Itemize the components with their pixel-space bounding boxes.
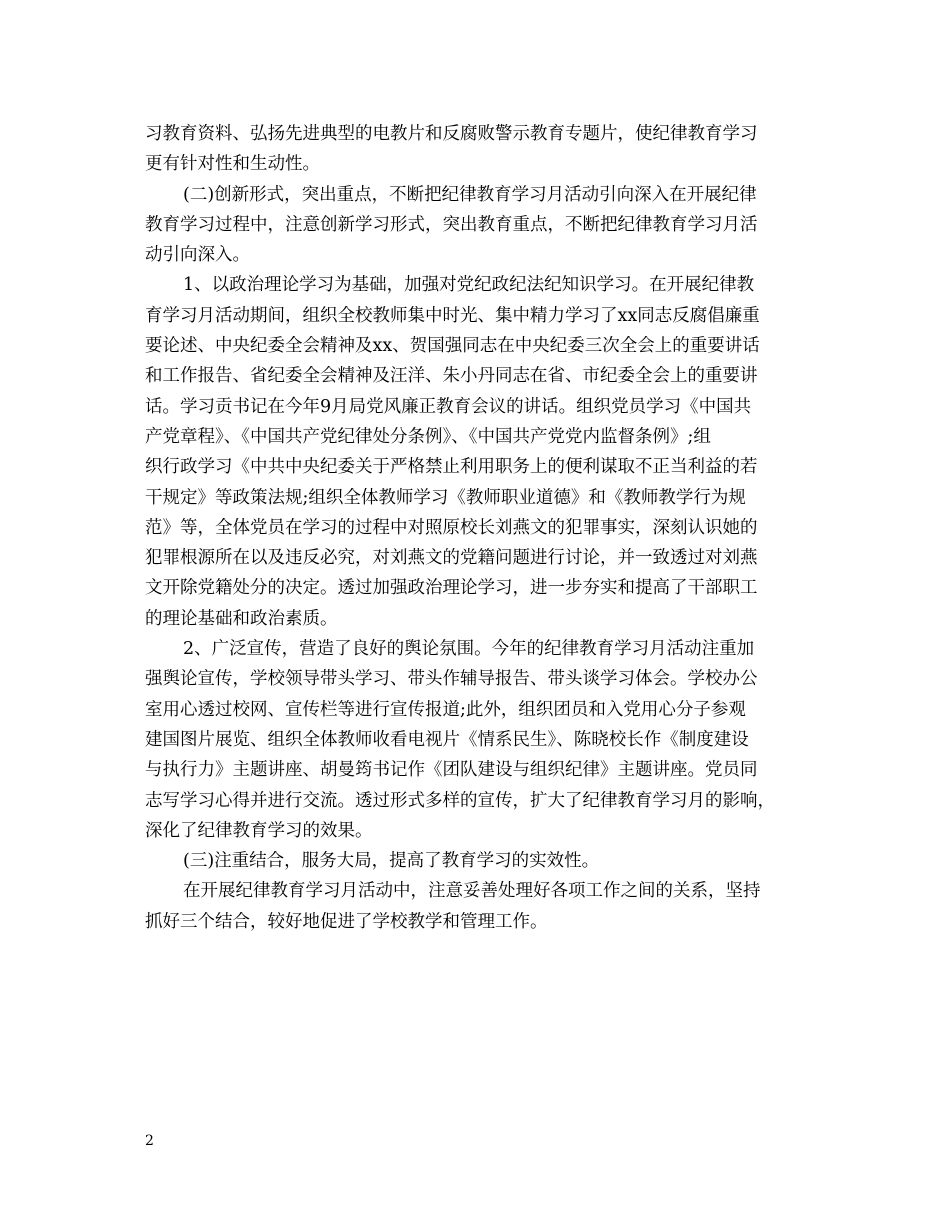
text-line: 织行政学习《中共中央纪委关于严格禁止利用职务上的便利谋取不正当利益的若 [145,457,758,478]
text-line: 干规定》等政策法规;组织全体教师学习《教师职业道德》和《教师教学行为规 [145,487,746,508]
text-line: 建国图片展览、组织全体教师收看电视片《情系民生》、陈晓校长作《制度建设 [145,729,749,750]
text-line: 与执行力》主题讲座、胡曼筠书记作《团队建设与组织纪律》主题讲座。党员同 [145,760,758,781]
text-line: 范》等，全体党员在学习的过程中对照原校长刘燕文的犯罪事实，深刻认识她的 [145,517,758,538]
text-line: 在开展纪律教育学习月活动中，注意妥善处理好各项工作之间的关系，坚持 [183,881,761,902]
text-line: 和工作报告、省纪委全会精神及汪洋、朱小丹同志在省、市纪委全会上的重要讲 [145,366,758,387]
text-line: 的理论基础和政治素质。 [145,608,338,629]
text-line: 习教育资料、弘扬先进典型的电教片和反腐败警示教育专题片，使纪律教育学习 [145,124,758,144]
text-line: 犯罪根源所在以及违反必究，对刘燕文的党籍问题进行讨论，并一致透过对刘燕 [145,548,758,569]
text-line: 话。学习贡书记在今年9月局党风廉正教育会议的讲话。组织党员学习《中国共 [145,396,752,417]
text-line: 抓好三个结合，较好地促进了学校教学和管理工作。 [145,911,548,932]
text-line: 室用心透过校网、宣传栏等进行宣传报道;此外，组织团员和入党用心分子参观 [145,699,746,720]
text-line: 教育学习过程中，注意创新学习形式，突出教育重点，不断把纪律教育学习月活 [145,214,758,235]
text-line: 志写学习心得并进行交流。透过形式多样的宣传，扩大了纪律教育学习月的影响， [145,790,775,811]
text-line: (二)创新形式，突出重点，不断把纪律教育学习月活动引向深入在开展纪律 [183,184,757,205]
text-line: 深化了纪律教育学习的效果。 [145,820,373,841]
page-number: 2 [145,1133,154,1149]
text-line: 强舆论宣传，学校领导带头学习、带头作辅导报告、带头谈学习体会。学校办公 [145,669,758,690]
text-line: 2、广泛宣传，营造了良好的舆论氛围。今年的纪律教育学习月活动注重加 [183,639,755,660]
text-line: 动引向深入。 [145,245,250,266]
text-line: 产党章程》、《中国共产党纪律处分条例》、《中国共产党党内监督条例》;组 [145,426,711,447]
text-line: 文开除党籍处分的决定。透过加强政治理论学习，进一步夯实和提高了干部职工 [145,578,758,599]
text-line: 1、以政治理论学习为基础，加强对党纪政纪法纪知识学习。在开展纪律教 [183,275,755,296]
text-line: 更有针对性和生动性。 [145,154,320,175]
text-line: (三)注重结合，服务大局，提高了教育学习的实效性。 [183,851,600,872]
text-line: 育学习月活动期间，组织全校教师集中时光、集中精力学习了xx同志反腐倡廉重 [145,305,760,326]
body-text [145,119,807,937]
text-line: 要论述、中央纪委全会精神及xx、贺国强同志在中央纪委三次全会上的重要讲话 [145,336,760,357]
